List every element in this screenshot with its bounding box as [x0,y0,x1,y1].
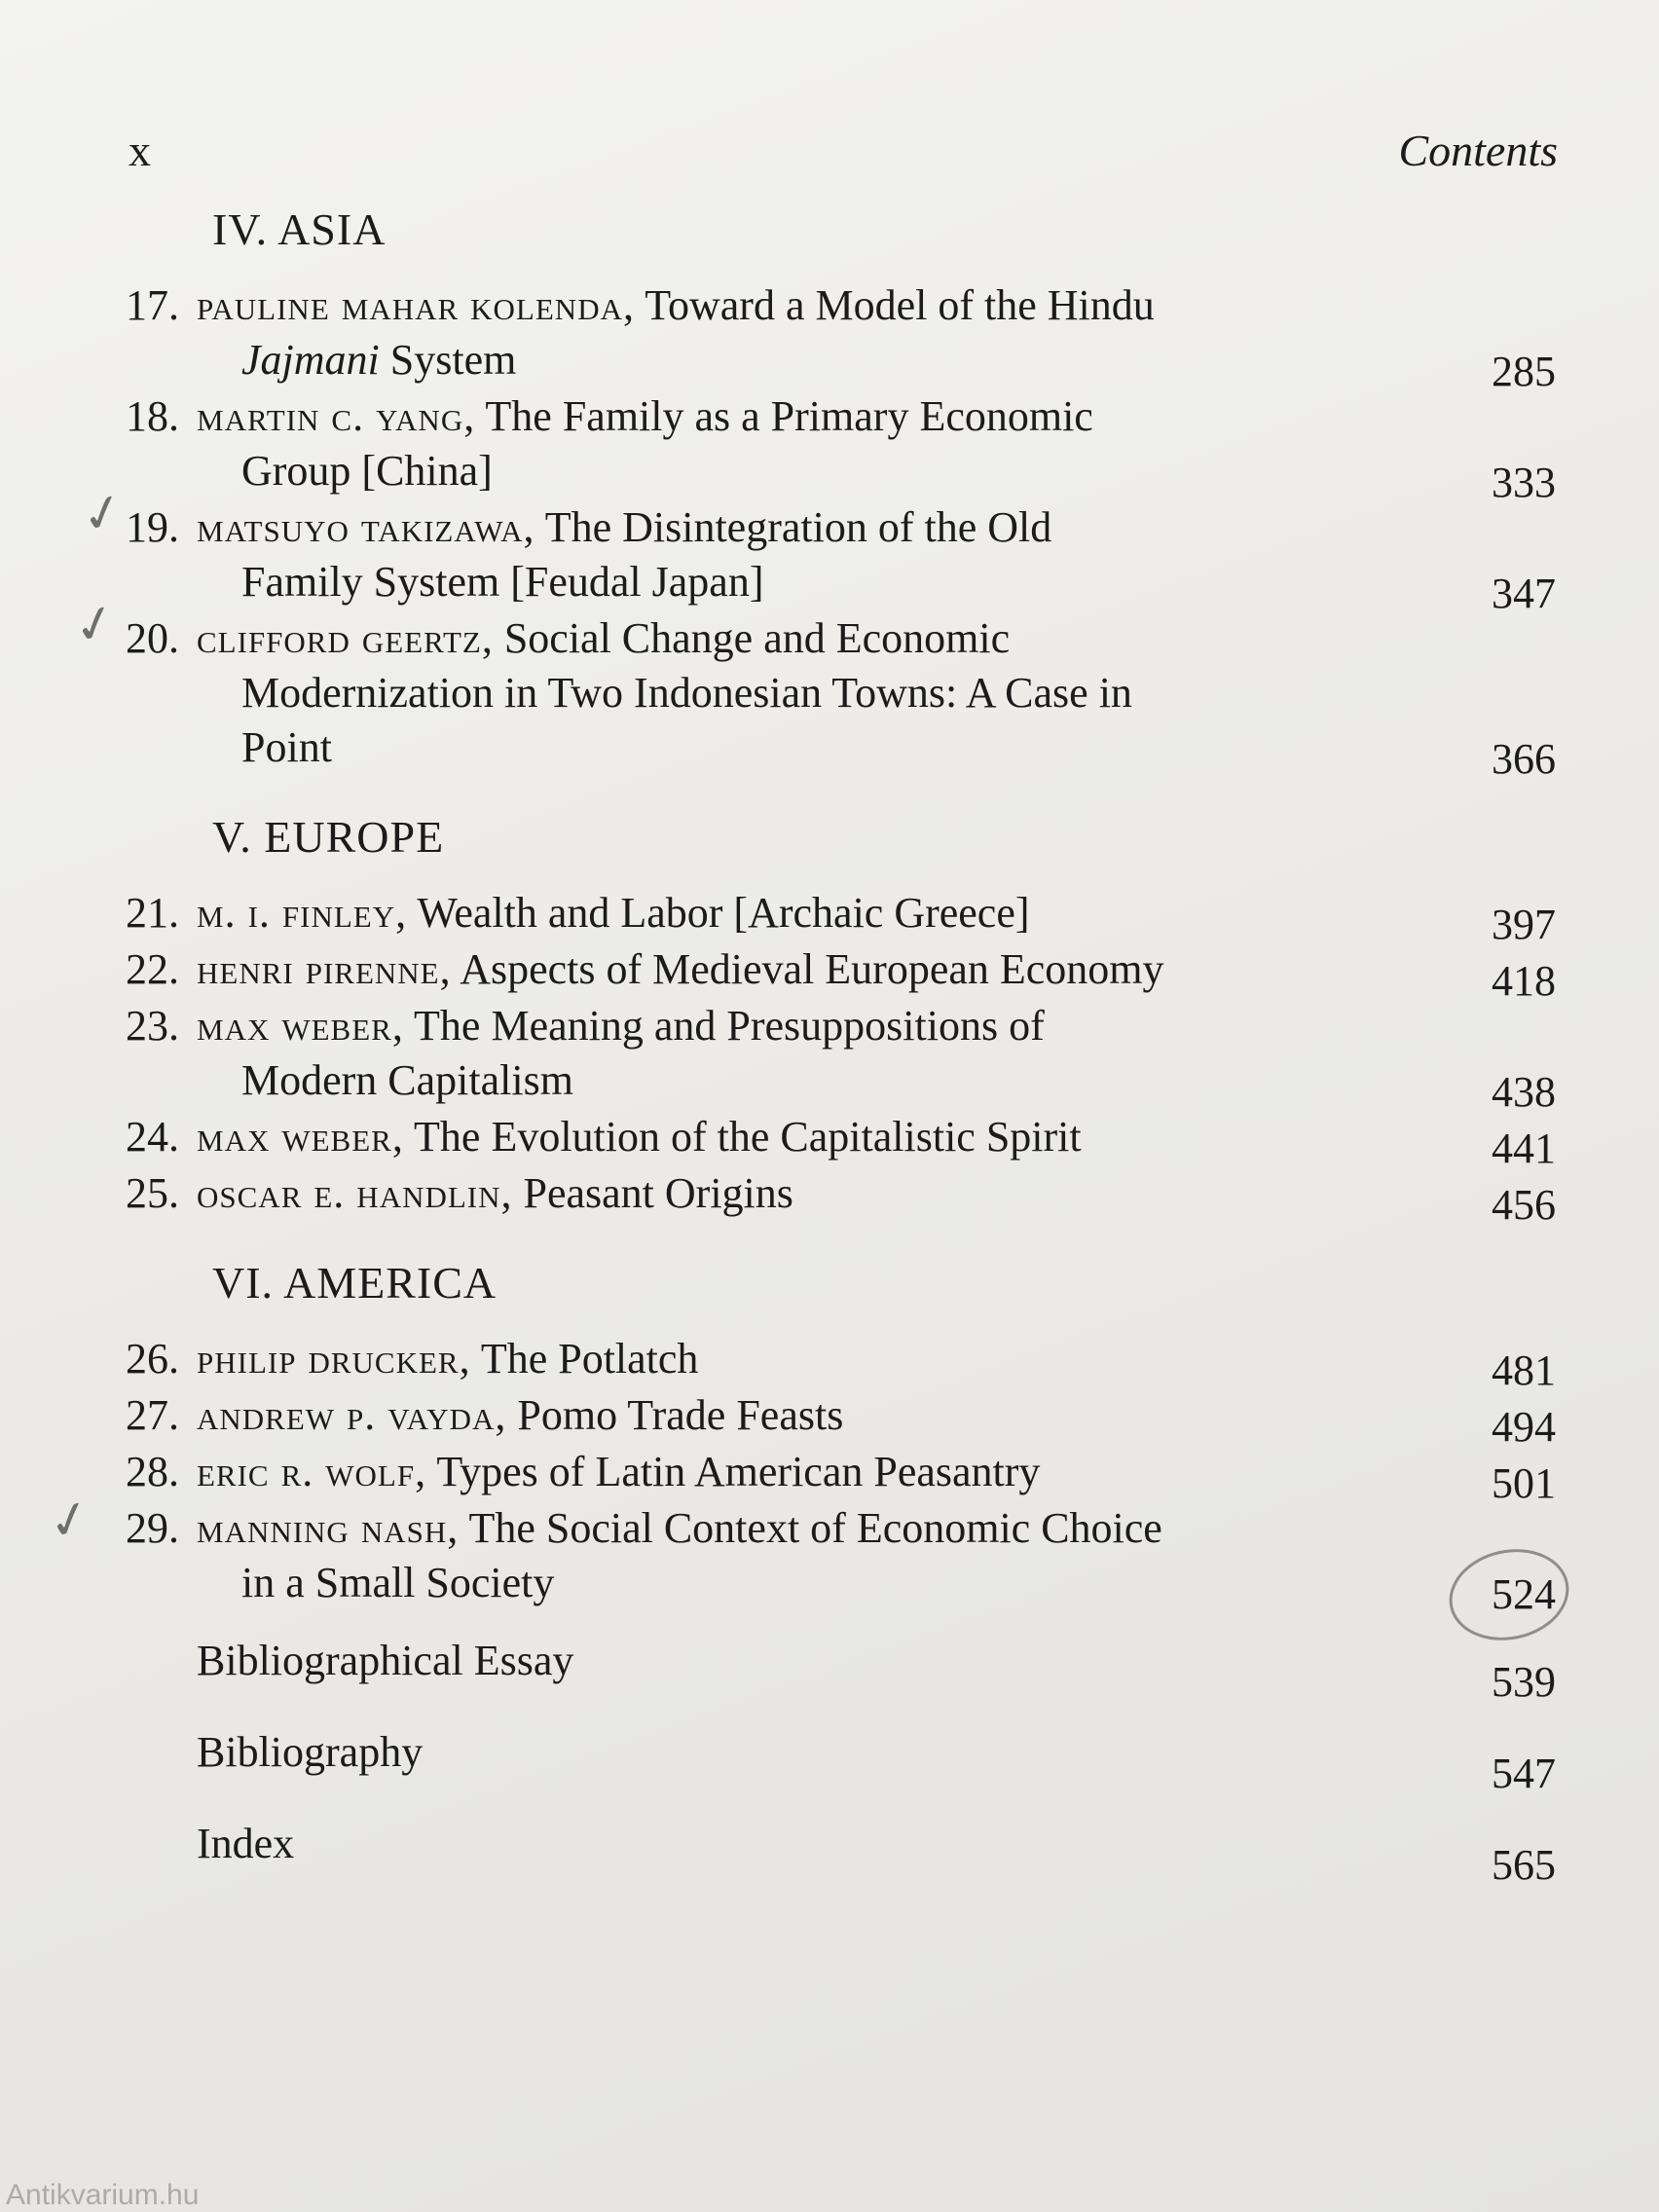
entry-author: matsuyo takizawa, [197,503,535,551]
entry-title: The Evolution of the Capitalistic Spirit [414,1113,1082,1161]
entry-title-continued: Modernization in Two Indonesian Towns: A Case in [241,669,1132,717]
pencil-check-mark-icon: ✓ [42,1487,98,1555]
section-heading-europe: V. EUROPE [212,812,445,862]
entry-number: 23. [126,1002,179,1050]
toc-entry[interactable] [115,1110,1556,1172]
toc-entry[interactable] [115,999,1556,1116]
entry-text [197,1388,1482,1443]
back-matter-title: Index [197,1820,295,1867]
entry-text [197,389,1482,498]
toc-entry[interactable] [115,942,1556,1005]
entry-page-number: 285 [1492,348,1556,395]
toc-entry[interactable] [115,1332,1556,1394]
entry-page-number: 565 [1492,1841,1556,1889]
toc-entry[interactable] [115,500,1556,617]
back-matter-index[interactable] [115,1817,1556,1908]
entry-number: 28. [126,1448,179,1495]
section-heading-america: VI. AMERICA [212,1258,498,1308]
entry-author: pauline mahar kolenda, [197,281,635,329]
entry-author: max weber, [197,1113,404,1161]
pencil-check-mark-icon: ✓ [67,591,124,659]
entry-title-continued: Group [China] [241,447,493,495]
entry-page-number: 481 [1492,1346,1556,1394]
entry-page-number: 366 [1492,735,1556,783]
entry-title: Wealth and Labor [Archaic Greece] [417,889,1030,937]
entry-title: Social Change and Economic [503,614,1011,662]
entry-title: Toward a Model of the Hindu [645,281,1155,329]
entry-title: Peasant Origins [523,1169,793,1217]
entry-title-continued: in a Small Society [241,1559,555,1606]
entry-number: 18. [126,392,179,440]
entry-number: 26. [126,1335,179,1382]
entry-text [197,886,1482,940]
entry-author: andrew p. vayda, [197,1391,507,1439]
entry-page-number: 347 [1492,570,1556,617]
entry-page-number: 524 [1492,1570,1556,1618]
back-matter-bibliographical-essay[interactable] [115,1634,1556,1725]
entry-text [197,278,1482,387]
entry-number: 29. [126,1504,179,1552]
entry-author: clifford geertz, [197,614,494,662]
entry-number: 25. [126,1169,179,1217]
entry-title: The Disintegration of the Old [544,503,1052,551]
entry-title-italic: Jajmani [241,336,380,384]
back-matter-title: Bibliography [197,1728,424,1776]
toc-entry[interactable] [115,611,1556,783]
entry-page-number: 438 [1492,1068,1556,1116]
entry-title: Pomo Trade Feasts [517,1391,844,1439]
entry-page-number: 456 [1492,1181,1556,1229]
toc-entry[interactable] [115,1388,1556,1451]
entry-page-number: 494 [1492,1403,1556,1451]
entry-page-number: 501 [1492,1459,1556,1507]
entry-author: oscar e. handlin, [197,1169,513,1217]
back-matter-bibliography[interactable] [115,1725,1556,1817]
entry-number: 17. [126,281,179,329]
section-heading-asia: IV. ASIA [212,204,387,254]
entry-author: manning nash, [197,1504,460,1552]
entry-text [197,500,1482,609]
entry-page-number: 539 [1492,1658,1556,1706]
toc-entry[interactable] [115,278,1556,395]
entry-title-continued: Family System [Feudal Japan] [241,558,764,606]
entry-title: Aspects of Medieval European Economy [460,945,1164,993]
toc-entry[interactable] [115,389,1556,506]
source-watermark: Antikvarium.hu [6,2179,200,2211]
entry-number: 19. [126,503,179,551]
entry-title: Types of Latin American Peasantry [436,1448,1041,1495]
toc-entry[interactable] [115,1445,1556,1507]
entry-page-number: 397 [1492,901,1556,948]
toc-entry[interactable] [115,1166,1556,1229]
toc-entry[interactable] [115,886,1556,948]
entry-number: 24. [126,1113,179,1161]
entry-title-continued: Point [241,723,332,771]
entry-text [197,1332,1482,1386]
entry-title: The Family as a Primary Economic [485,392,1093,440]
entry-page-number: 441 [1492,1124,1556,1172]
entry-author: henri pirenne, [197,945,452,993]
entry-text [197,999,1482,1108]
entry-text [197,1501,1482,1610]
entry-author: martin c. yang, [197,392,476,440]
entry-author: m. i. finley, [197,889,408,937]
entry-title: The Social Context of Economic Choice [468,1504,1162,1552]
table-of-contents [115,203,1556,1908]
entry-title: The Potlatch [480,1335,699,1382]
running-head [129,125,1558,183]
page-folio: x [129,126,152,175]
entry-number: 27. [126,1391,179,1439]
entry-title-continued: System [389,336,517,384]
entry-author: eric r. wolf, [197,1448,427,1495]
entry-page-number: 333 [1492,459,1556,506]
entry-author: max weber, [197,1002,404,1050]
pencil-check-mark-icon: ✓ [75,480,131,548]
entry-text [197,611,1482,775]
entry-text [197,1110,1482,1164]
toc-entry[interactable] [115,1501,1556,1618]
entry-title: The Meaning and Presuppositions of [414,1002,1045,1050]
page-title: Contents [1398,126,1558,175]
entry-page-number: 418 [1492,957,1556,1005]
entry-number: 22. [126,945,179,993]
entry-title-continued: Modern Capitalism [241,1056,573,1104]
entry-author: philip drucker, [197,1335,471,1382]
entry-text [197,1166,1482,1221]
entry-text [197,1445,1482,1499]
back-matter-title: Bibliographical Essay [197,1637,574,1684]
entry-number: 21. [126,889,179,937]
entry-text [197,942,1482,997]
entry-number: 20. [126,614,179,662]
entry-page-number: 547 [1492,1750,1556,1797]
